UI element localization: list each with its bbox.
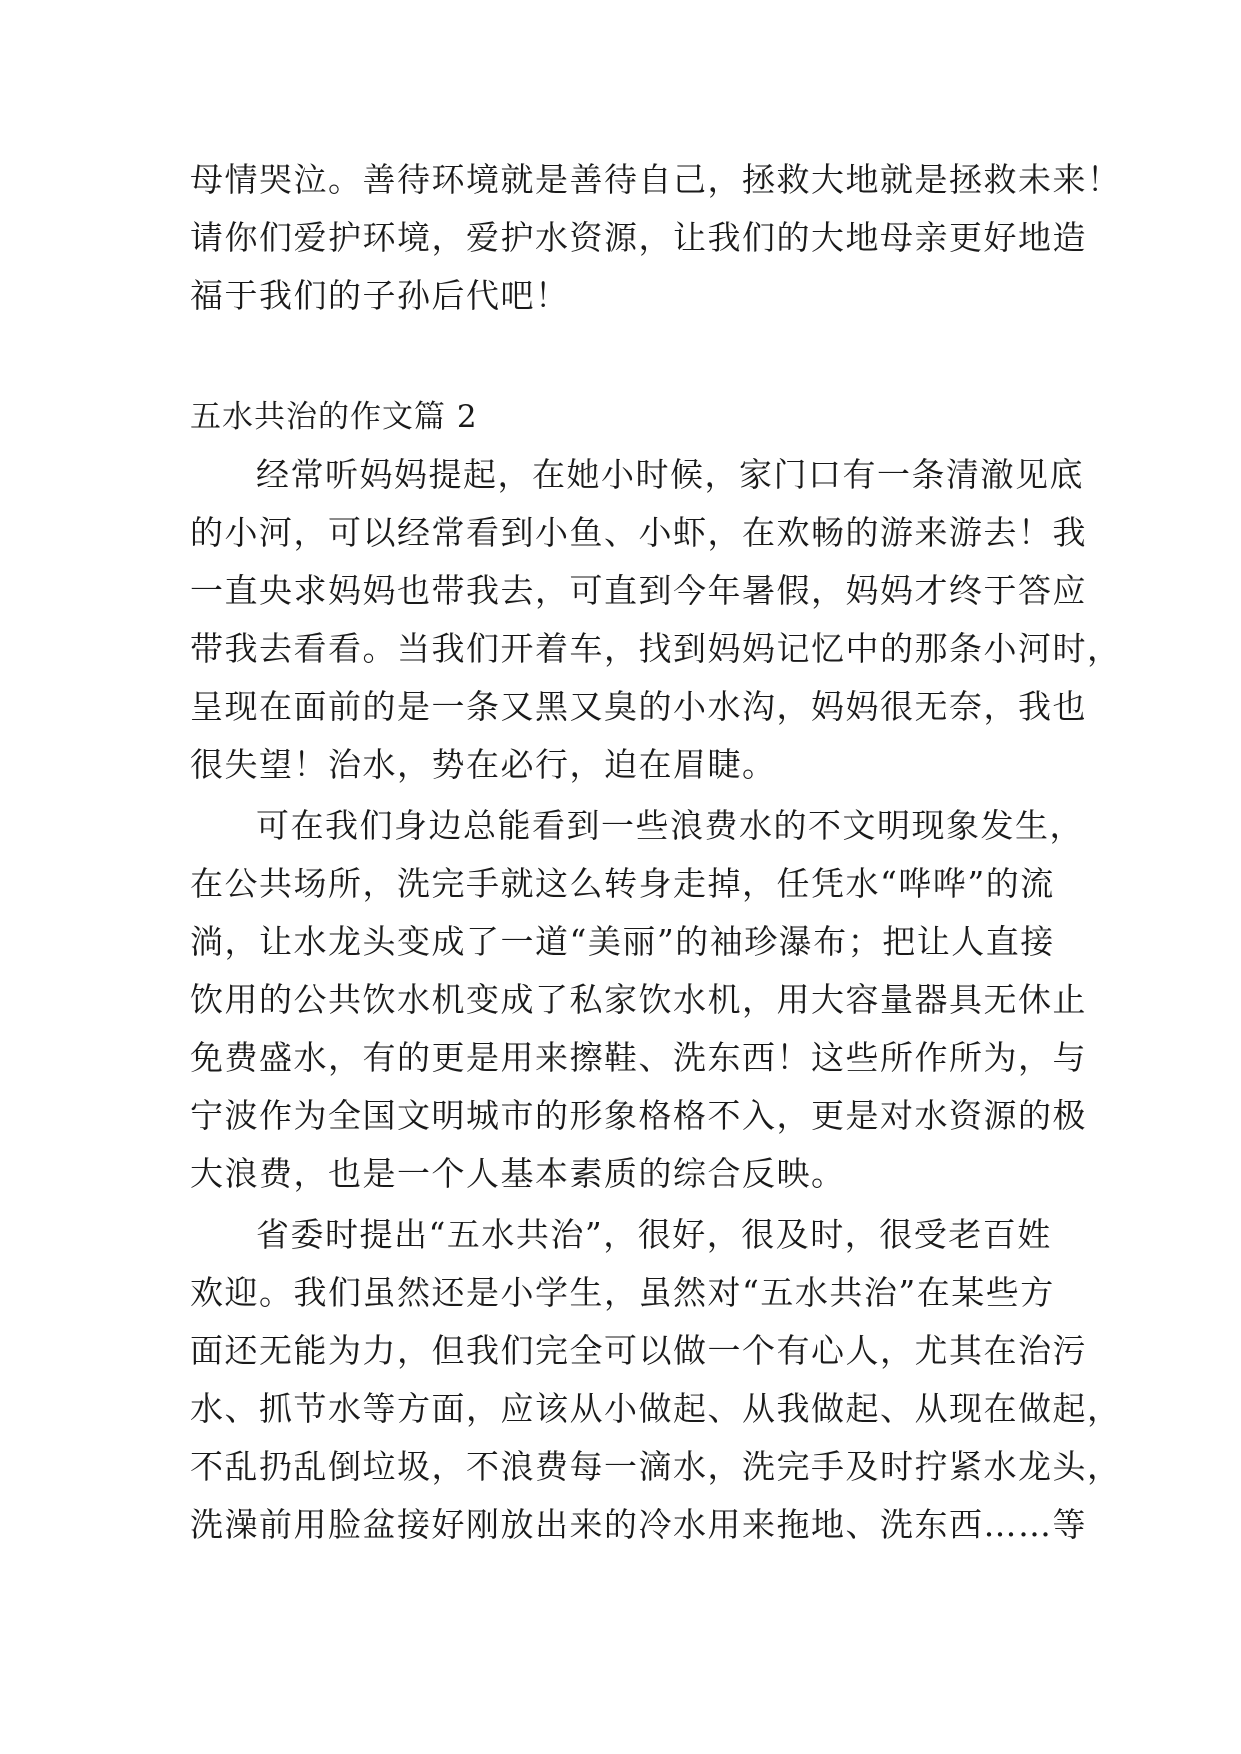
paragraph2-line-2: 在公共场所，洗完手就这么转身走掉，任凭水“哗哗”的流 [190, 864, 1055, 903]
paragraph2-line-6: 宁波作为全国文明城市的形象格格不入，更是对水资源的极 [190, 1096, 1087, 1135]
section-title: 五水共治的作文篇 2 [190, 399, 478, 435]
paragraph2-line-4: 饮用的公共饮水机变成了私家饮水机，用大容量器具无休止 [190, 980, 1087, 1019]
paragraph3-line-2: 欢迎。我们虽然还是小学生，虽然对“五水共治”在某些方 [190, 1273, 1055, 1312]
paragraph3-line-1: 省委时提出“五水共治”，很好，很及时，很受老百姓 [256, 1215, 1052, 1254]
paragraph1-line-4: 带我去看看。当我们开着车，找到妈妈记忆中的那条小河时， [190, 629, 1122, 668]
intro-line-3: 福于我们的子孙后代吧！ [190, 276, 570, 315]
paragraph1-line-3: 一直央求妈妈也带我去，可直到今年暑假，妈妈才终于答应 [190, 571, 1087, 610]
paragraph3-line-6: 洗澡前用脸盆接好刚放出来的冷水用来拖地、洗东西……等 [190, 1505, 1087, 1544]
paragraph3-line-3: 面还无能为力，但我们完全可以做一个有心人，尤其在治污 [190, 1331, 1087, 1370]
paragraph1-line-1: 经常听妈妈提起，在她小时候，家门口有一条清澈见底 [256, 455, 1084, 494]
paragraph3-line-5: 不乱扔乱倒垃圾，不浪费每一滴水，洗完手及时拧紧水龙头， [190, 1447, 1122, 1486]
paragraph3-line-4: 水、抓节水等方面，应该从小做起、从我做起、从现在做起， [190, 1389, 1122, 1428]
paragraph2-line-3: 淌，让水龙头变成了一道“美丽”的袖珍瀑布；把让人直接 [190, 922, 1055, 961]
paragraph2-line-7: 大浪费，也是一个人基本素质的综合反映。 [190, 1154, 846, 1193]
paragraph2-line-5: 免费盛水，有的更是用来擦鞋、洗东西！这些所作所为，与 [190, 1038, 1087, 1077]
paragraph1-line-2: 的小河，可以经常看到小鱼、小虾，在欢畅的游来游去！我 [190, 513, 1087, 552]
paragraph2-line-1: 可在我们身边总能看到一些浪费水的不文明现象发生， [256, 806, 1084, 845]
paragraph1-line-5: 呈现在面前的是一条又黑又臭的小水沟，妈妈很无奈，我也 [190, 687, 1087, 726]
intro-line-2: 请你们爱护环境，爱护水资源，让我们的大地母亲更好地造 [190, 218, 1087, 257]
intro-line-1: 母情哭泣。善待环境就是善待自己，拯救大地就是拯救未来！ [190, 160, 1122, 199]
paragraph1-line-6: 很失望！治水，势在必行，迫在眉睫。 [190, 745, 777, 784]
